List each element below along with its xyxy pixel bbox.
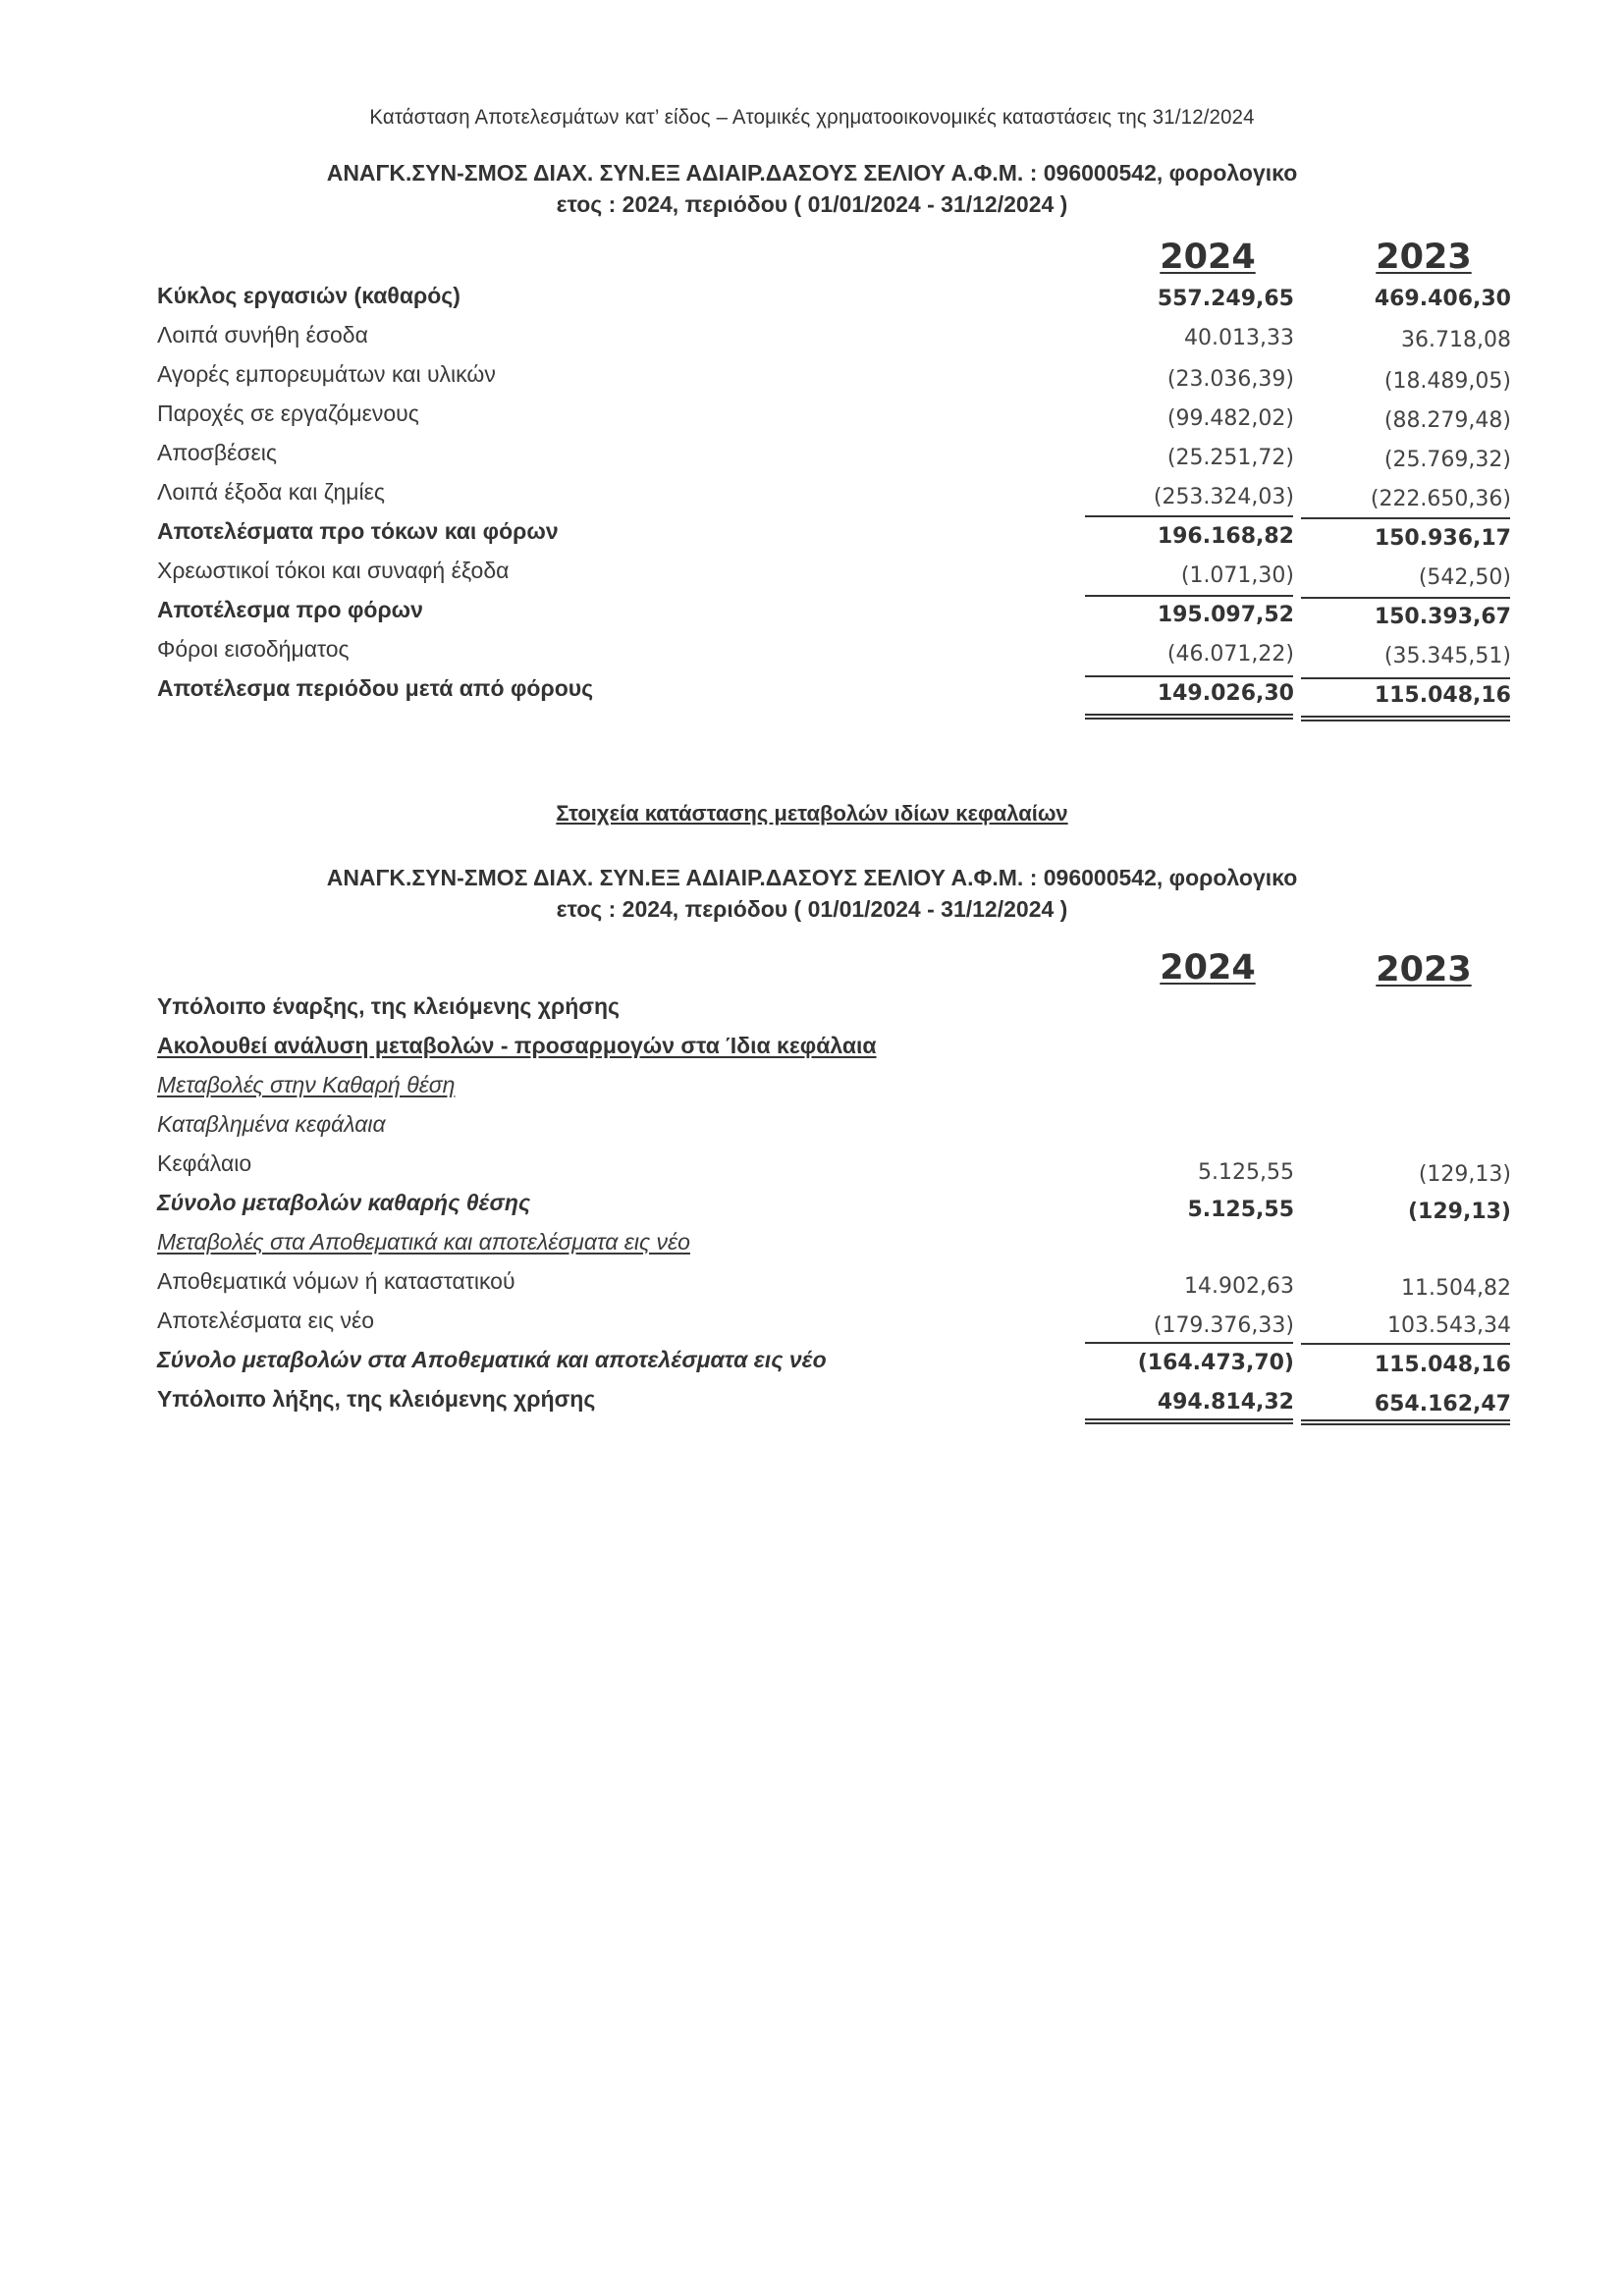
value-2023: 115.048,16 (1374, 1353, 1511, 1377)
row-label: Λοιπά συνήθη έσοδα (157, 322, 368, 347)
value-2023: (542,50) (1418, 565, 1511, 590)
row-label: Ακολουθεί ανάλυση μεταβολών - προσαρμογών στα Ίδια κεφάλαια (157, 1033, 877, 1058)
entity-header-line2: ετος : 2024, περιόδου ( 01/01/2024 - 31/12/2024 ) (556, 191, 1068, 217)
value-2024: 5.125,55 (1198, 1160, 1294, 1185)
total-double-rule (1085, 714, 1293, 720)
row-label: Φόροι εισοδήματος (157, 636, 350, 662)
year-header-2023: 2023 (1376, 238, 1472, 277)
row-label: Υπόλοιπο έναρξης, της κλειόμενης χρήσης (157, 993, 621, 1019)
value-2024: 196.168,82 (1157, 524, 1294, 549)
value-2023: (129,13) (1407, 1200, 1511, 1224)
value-2024: 40.013,33 (1184, 326, 1294, 350)
value-2024: (23.036,39) (1166, 367, 1294, 392)
value-2024: (164.473,70) (1137, 1351, 1294, 1375)
row-label: Παροχές σε εργαζόμενους (157, 400, 419, 426)
value-2024: (179.376,33) (1153, 1313, 1294, 1338)
subtotal-rule (1085, 595, 1293, 597)
subtotal-rule (1085, 515, 1293, 517)
row-label: Αποτελέσματα προ τόκων και φόρων (157, 518, 559, 544)
value-2024: (253.324,03) (1153, 485, 1294, 509)
row-label: Μεταβολές στα Αποθεματικά και αποτελέσματα εις νέο (157, 1229, 690, 1255)
value-2023: (18.489,05) (1383, 369, 1511, 394)
value-2023: 469.406,30 (1374, 287, 1511, 311)
value-2023: 36.718,08 (1401, 328, 1511, 352)
subtotal-rule (1301, 597, 1510, 599)
value-2024: (46.071,22) (1166, 642, 1294, 667)
year-header-2024: 2024 (1160, 948, 1256, 988)
value-2024: 14.902,63 (1184, 1274, 1294, 1299)
document-title: Κατάσταση Αποτελεσμάτων κατ’ είδος – Ατομικές χρηματοοικονομικές καταστάσεις της 31/12/2024 (369, 106, 1255, 129)
value-2023: 115.048,16 (1374, 683, 1511, 708)
value-2023: 11.504,82 (1401, 1276, 1511, 1301)
subtotal-rule (1085, 1342, 1293, 1344)
year-header-2023: 2023 (1376, 950, 1472, 989)
value-2023: (88.279,48) (1383, 408, 1511, 433)
year-header-2024: 2024 (1160, 238, 1256, 277)
value-2023: (129,13) (1418, 1162, 1511, 1187)
row-label: Αποσβέσεις (157, 440, 277, 465)
value-2023: 103.543,34 (1387, 1313, 1511, 1338)
row-label: Αποτέλεσμα προ φόρων (157, 597, 423, 622)
value-2023: (35.345,51) (1383, 644, 1511, 668)
row-label: Αγορές εμπορευμάτων και υλικών (157, 361, 496, 387)
value-2024: 5.125,55 (1187, 1198, 1294, 1222)
row-label: Χρεωστικοί τόκοι και συναφή έξοδα (157, 558, 510, 583)
row-label: Υπόλοιπο λήξης, της κλειόμενης χρήσης (157, 1386, 596, 1412)
entity-header-line1: ΑΝΑΓΚ.ΣΥΝ-ΣΜΟΣ ΔΙΑΧ. ΣΥΝ.ΕΞ ΑΔΙΑΙΡ.ΔΑΣΟΥΣ ΣΕΛΙΟΥ Α.Φ.Μ. : 096000542, φορολογικο (326, 865, 1298, 890)
total-double-rule (1301, 1419, 1510, 1425)
value-2024: (99.482,02) (1166, 406, 1294, 431)
row-label: Κύκλος εργασιών (καθαρός) (157, 283, 460, 308)
entity-header-line2: ετος : 2024, περιόδου ( 01/01/2024 - 31/12/2024 ) (556, 896, 1068, 922)
row-label: Αποτέλεσμα περιόδου μετά από φόρους (157, 675, 594, 701)
row-label: Κεφάλαιο (157, 1150, 252, 1176)
row-label: Σύνολο μεταβολών καθαρής θέσης (157, 1190, 531, 1215)
value-2024: 149.026,30 (1157, 681, 1294, 706)
value-2023: (25.769,32) (1383, 448, 1511, 472)
total-double-rule (1301, 716, 1510, 721)
row-label: Σύνολο μεταβολών στα Αποθεματικά και αποτελέσματα εις νέο (157, 1347, 827, 1372)
row-label: Λοιπά έξοδα και ζημίες (157, 479, 385, 505)
value-2024: 494.814,32 (1157, 1390, 1294, 1415)
value-2023: 654.162,47 (1374, 1392, 1511, 1416)
row-label: Καταβλημένα κεφάλαια (157, 1111, 386, 1137)
total-double-rule (1085, 1418, 1293, 1424)
value-2024: (1.071,30) (1180, 563, 1294, 588)
row-label: Αποθεματικά νόμων ή καταστατικού (157, 1268, 515, 1294)
value-2023: (222.650,36) (1370, 487, 1511, 511)
subtotal-rule (1301, 1343, 1510, 1345)
entity-header-line1: ΑΝΑΓΚ.ΣΥΝ-ΣΜΟΣ ΔΙΑΧ. ΣΥΝ.ΕΞ ΑΔΙΑΙΡ.ΔΑΣΟΥΣ ΣΕΛΙΟΥ Α.Φ.Μ. : 096000542, φορολογικο (326, 160, 1298, 186)
value-2024: 195.097,52 (1157, 603, 1294, 627)
row-label: Μεταβολές στην Καθαρή θέση (157, 1072, 456, 1097)
subtotal-rule (1301, 517, 1510, 519)
value-2023: 150.393,67 (1374, 605, 1511, 629)
value-2023: 150.936,17 (1374, 526, 1511, 551)
value-2024: 557.249,65 (1157, 287, 1294, 311)
subtotal-rule (1085, 675, 1293, 677)
value-2024: (25.251,72) (1166, 446, 1294, 470)
equity-section-title: Στοιχεία κατάστασης μεταβολών ιδίων κεφαλαίων (556, 801, 1068, 826)
subtotal-rule (1301, 677, 1510, 679)
row-label: Αποτελέσματα εις νέο (157, 1308, 375, 1333)
